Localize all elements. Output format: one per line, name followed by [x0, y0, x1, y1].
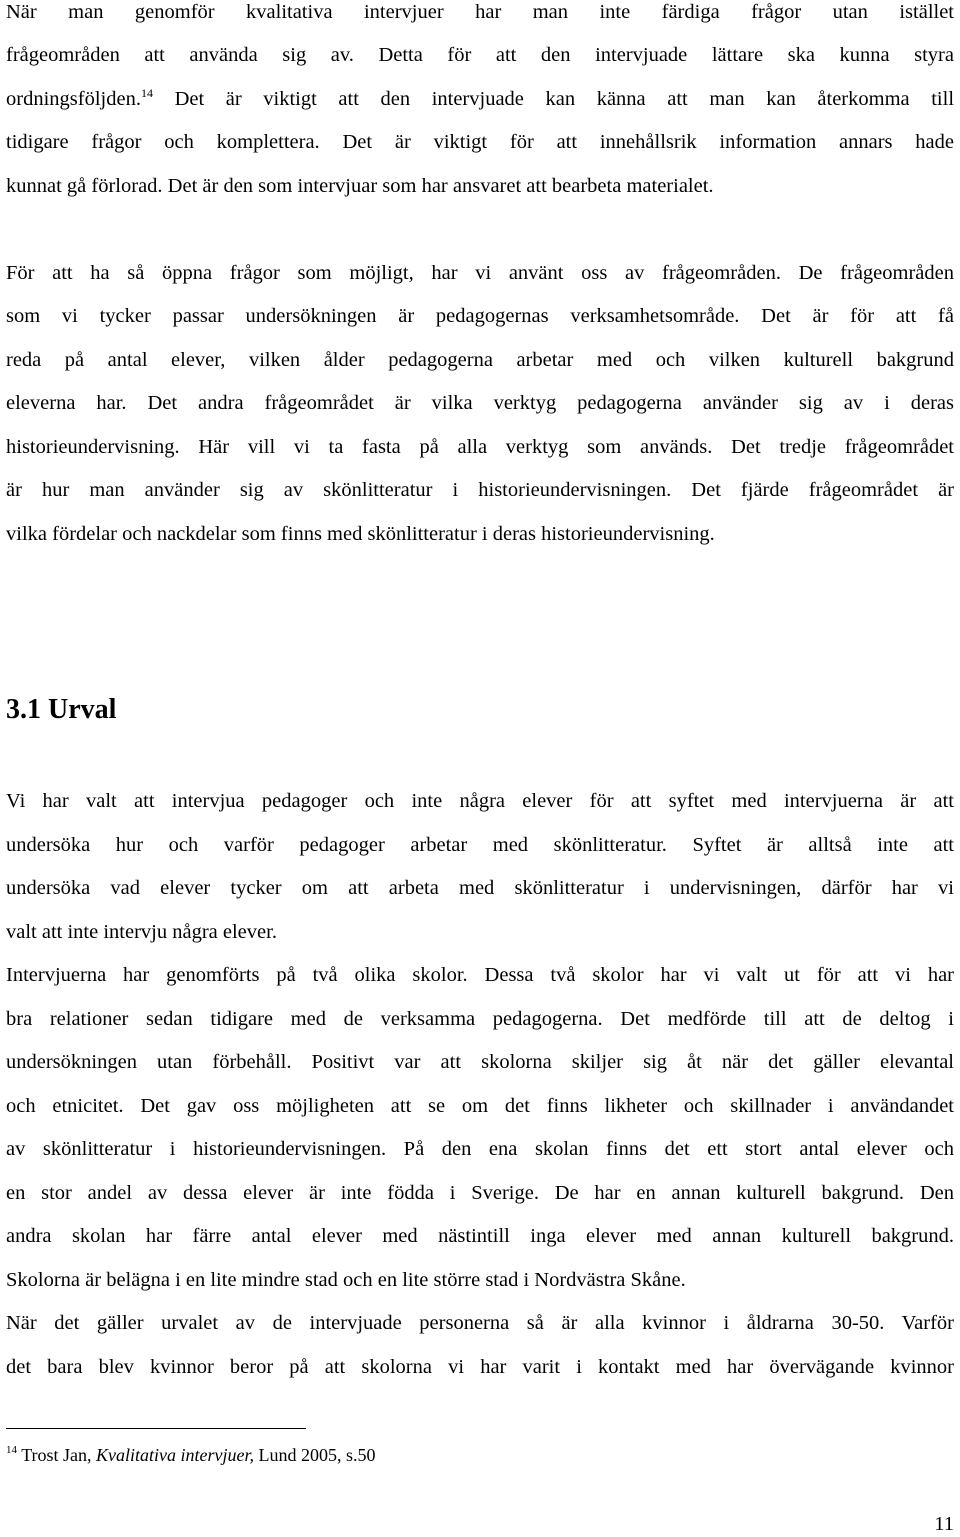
text-line — [6, 87, 954, 111]
text-line: tidigare frågor och komplettera. Det är viktigt för att innehållsrik information annars hade — [6, 131, 954, 153]
text-line: det bara blev kvinnor beror på att skolorna vi har varit i kontakt med har övervägande kvinnor — [6, 1356, 954, 1378]
text-line: Vi har valt att intervjua pedagoger och inte några elever för att syftet med intervjuerna är att — [6, 790, 954, 812]
text-line: som vi tycker passar undersökningen är pedagogernas verksamhetsområde. Det är för att få — [6, 305, 954, 327]
text-line: När det gäller urvalet av de intervjuade personerna så är alla kvinnor i åldrarna 30-50. Varför — [6, 1312, 954, 1334]
text-line: Skolorna är belägna i en lite mindre stad och en lite större stad i Nordvästra Skåne. — [6, 1269, 686, 1291]
text-line: och etnicitet. Det gav oss möjligheten att se om det finns likheter och skillnader i användandet — [6, 1095, 954, 1117]
text-line: frågeområden att använda sig av. Detta för att den intervjuade lättare ska kunna styra — [6, 44, 954, 66]
text-line: är hur man använder sig av skönlitteratur i historieundervisningen. Det fjärde frågeområdet är — [6, 479, 954, 501]
text-line: När man genomför kvalitativa intervjuer har man inte färdiga frågor utan istället — [6, 1, 954, 23]
text-line: eleverna har. Det andra frågeområdet är vilka verktyg pedagogerna använder sig av i deras — [6, 392, 954, 414]
text-line: andra skolan har färre antal elever med nästintill inga elever med annan kulturell bakgrund. — [6, 1225, 954, 1247]
page-number: 11 — [934, 1513, 954, 1535]
text-line: vilka fördelar och nackdelar som finns med skönlitteratur i deras historieundervisning. — [6, 523, 715, 545]
text-line: kunnat gå förlorad. Det är den som intervjuar som har ansvaret att bearbeta materialet. — [6, 175, 714, 197]
text-line: Intervjuerna har genomförts på två olika skolor. Dessa två skolor har vi valt ut för att vi har — [6, 964, 954, 986]
text-line: historieundervisning. Här vill vi ta fasta på alla verktyg som används. Det tredje frågeområdet — [6, 436, 954, 458]
footnote-separator — [6, 1428, 306, 1429]
text-line: undersökningen utan förbehåll. Positivt var att skolorna skiljer sig åt när det gäller elevantal — [6, 1051, 954, 1073]
footnote-reference: 14 — [140, 86, 153, 100]
text-line: För att ha så öppna frågor som möjligt, har vi använt oss av frågeområden. De frågeområden — [6, 262, 954, 284]
text-line: av skönlitteratur i historieundervisningen. På den ena skolan finns det ett stort antal elever och — [6, 1138, 954, 1160]
text-line: en stor andel av dessa elever är inte födda i Sverige. De har en annan kulturell bakgrund. Den — [6, 1182, 954, 1204]
section-heading: 3.1 Urval — [6, 694, 117, 725]
footnote-number: 14 — [6, 1444, 17, 1456]
footnote-rest: Lund 2005, s.50 — [254, 1445, 376, 1465]
text-line: undersöka vad elever tycker om att arbeta med skönlitteratur i undervisningen, därför har vi — [6, 877, 954, 899]
text-line: reda på antal elever, vilken ålder pedagogerna arbetar med och vilken kulturell bakgrund — [6, 349, 954, 371]
text-segment: ordningsföljden. — [6, 88, 141, 110]
text-line: undersöka hur och varför pedagoger arbetar med skönlitteratur. Syftet är alltså inte att — [6, 834, 954, 856]
text-line: valt att inte intervju några elever. — [6, 921, 277, 943]
text-segment: Det är viktigt att den intervjuade kan känna att man kan återkomma till — [174, 88, 955, 110]
footnote-author: Trost Jan, — [21, 1445, 97, 1465]
footnote — [6, 1444, 376, 1466]
footnote-title: Kvalitativa intervjuer, — [96, 1445, 255, 1465]
text-line: bra relationer sedan tidigare med de verksamma pedagogerna. Det medförde till att de deltog i — [6, 1008, 954, 1030]
